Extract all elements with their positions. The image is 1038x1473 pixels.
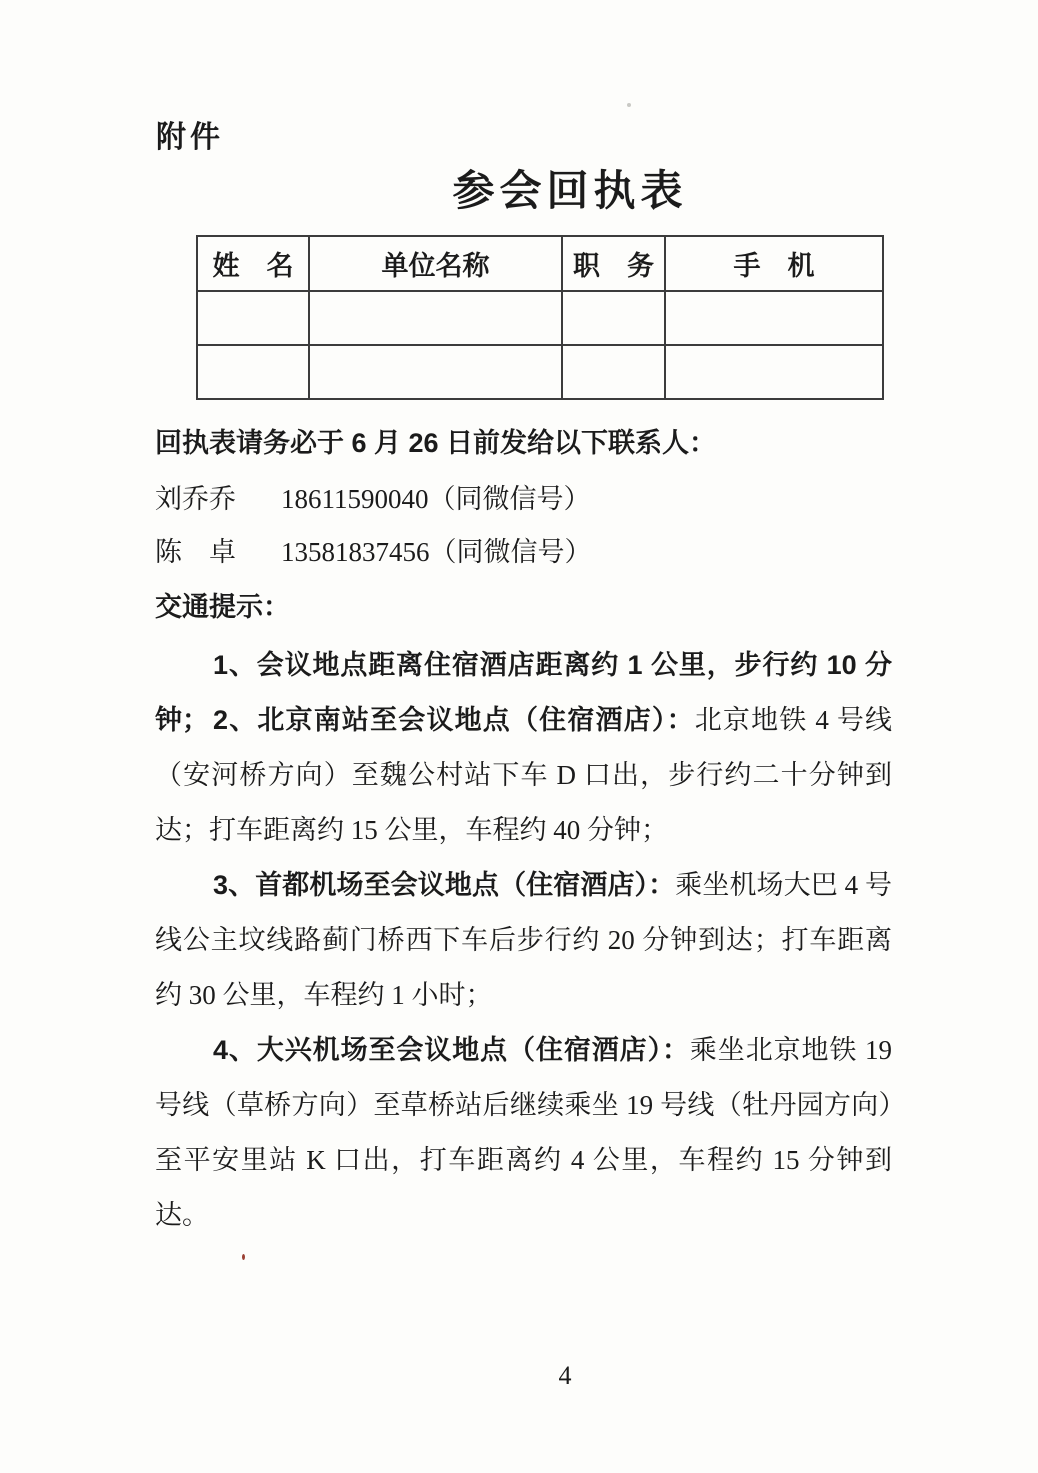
traffic-item-3 [155, 858, 892, 1023]
table-cell-phone [665, 291, 883, 345]
page-title: 参会回执表 [452, 169, 688, 215]
scan-speckle [242, 1254, 245, 1260]
traffic-item-body: 北京地铁 4 号线（安河桥方向）至魏公村站下车 D 口出，步行约二十分钟到达；打车距离约 15 公里，车程约 40 分钟； [155, 705, 893, 845]
table-header-title: 职 务 [562, 236, 665, 291]
traffic-item-lead: 3、首都机场至会议地点（住宿酒店）： [213, 870, 676, 900]
traffic-tips-heading: 交通提示： [155, 592, 290, 622]
reply-table [196, 235, 884, 400]
traffic-item-lead: 1、会议地点距离住宿酒店距离约 1 公里，步行约 10 分钟； [155, 650, 892, 735]
contact-phone: 18611590040（同微信号） [281, 484, 591, 514]
table-header-org: 单位名称 [309, 236, 562, 291]
table-row [197, 345, 883, 399]
reply-deadline-notice: 回执表请务必于 6 月 26 日前发给以下联系人： [155, 428, 717, 458]
contact-name: 刘乔乔 [155, 484, 236, 514]
table-cell-org [309, 291, 562, 345]
page-number: 4 [558, 1361, 572, 1390]
table-cell-title [562, 345, 665, 399]
scan-speckle [627, 103, 631, 107]
table-cell-phone [665, 345, 883, 399]
table-header-row [197, 236, 883, 291]
traffic-item-body: 乘坐北京地铁 19 号线（草桥方向）至草桥站后继续乘坐 19 号线（牡丹园方向）至平安里站 K 口出，打车距离约 4 公里，车程约 15 分钟到达。 [155, 1035, 893, 1230]
traffic-item-lead: 4、大兴机场至会议地点（住宿酒店）： [213, 1035, 690, 1065]
table-header-phone: 手 机 [665, 236, 883, 291]
contact-row [155, 530, 895, 569]
table-header-name: 姓 名 [197, 236, 309, 291]
traffic-item-lead: 2、北京南站至会议地点（住宿酒店）： [213, 705, 695, 735]
attachment-label: 附件 [156, 121, 224, 154]
contact-row [155, 477, 895, 516]
table-cell-name [197, 345, 309, 399]
traffic-item-2 [155, 693, 892, 858]
contact-phone: 13581837456（同微信号） [281, 537, 592, 567]
table-cell-name [197, 291, 309, 345]
contact-name: 陈 卓 [155, 537, 236, 567]
table-row [197, 291, 883, 345]
table-cell-title [562, 291, 665, 345]
traffic-item-4 [155, 1023, 892, 1243]
table-cell-org [309, 345, 562, 399]
traffic-item-body: 乘坐机场大巴 4 号线公主坟线路蓟门桥西下车后步行约 20 分钟到达；打车距离约 30 公里，车程约 1 小时； [155, 870, 893, 1010]
